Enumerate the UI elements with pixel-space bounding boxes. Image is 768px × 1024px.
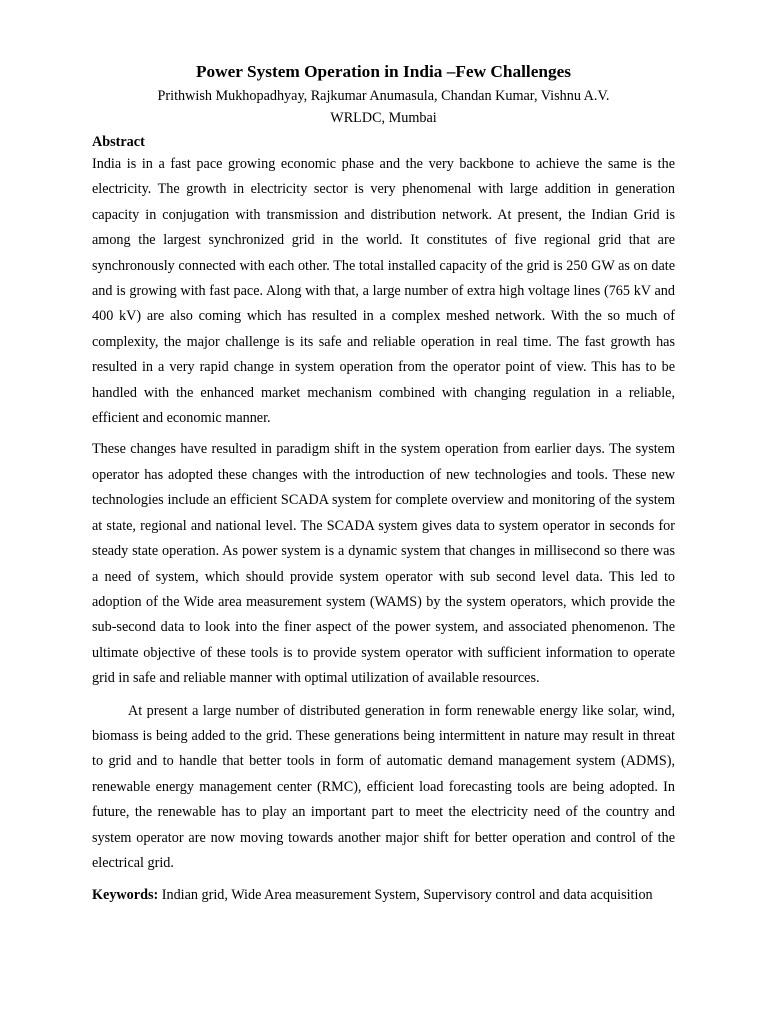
- abstract-paragraph-3: At present a large number of distributed generation in form renewable energy like solar, wind, biomass is being added to the grid. These generations being intermittent in nature may result in threat to grid and to handle that better tools in form of automatic demand management system (ADMS), renewable energy management center (RMC), efficient load forecasting tools are being adopted. In future, the renewable has to play an important part to meet the electricity need of the country and system operator are now moving towards another major shift for better operation and control of the electrical grid.: [92, 702, 675, 871]
- keywords-label: Keywords:: [92, 887, 159, 904]
- affiliation: WRLDC, Mumbai: [330, 110, 437, 126]
- keywords-text: Indian grid, Wide Area measurement System, Supervisory control and data acquisition: [158, 887, 653, 904]
- abstract-heading: Abstract: [92, 134, 145, 150]
- author-list: Prithwish Mukhopadhyay, Rajkumar Anumasula, Chandan Kumar, Vishnu A.V.: [157, 88, 610, 104]
- paper-title: Power System Operation in India –Few Challenges: [195, 62, 572, 81]
- keywords: [92, 887, 675, 904]
- paper-page: [92, 60, 675, 904]
- abstract-paragraph-2: These changes have resulted in paradigm shift in the system operation from earlier days. The system operator has adopted these changes with the introduction of new technologies and tools. These new technologies include an efficient SCADA system for complete overview and monitoring of the system at state, regional and national level. The SCADA system gives data to system operator in seconds for steady state operation. As power system is a dynamic system that changes in millisecond so there was a need of system, which should provide system operator with sub second level data. This led to adoption of the Wide area measurement system (WAMS) by the system operators, which provide the sub-second data to look into the finer aspect of the power system, and associated phenomenon. The ultimate objective of these tools is to provide system operator with sufficient information to operate grid in safe and reliable manner with optimal utilization of available resources.: [92, 441, 675, 687]
- abstract-paragraph-1: India is in a fast pace growing economic phase and the very backbone to achieve the same is the electricity. The growth in electricity sector is very phenomenal with large addition in generation capacity in conjugation with transmission and distribution network. At present, the Indian Grid is among the largest synchronized grid in the world. It constitutes of five regional grid that are synchronously connected with each other. The total installed capacity of the grid is 250 GW as on date and is growing with fast pace. Along with that, a large number of extra high voltage lines (765 kV and 400 kV) are also coming which has resulted in a complex meshed network. With the so much of complexity, the major challenge is its safe and reliable operation in real time. The fast growth has resulted in a very rapid change in system operation from the operator point of view. This has to be handled with the enhanced market mechanism combined with changing regulation in a reliable, efficient and economic manner.: [92, 156, 675, 427]
